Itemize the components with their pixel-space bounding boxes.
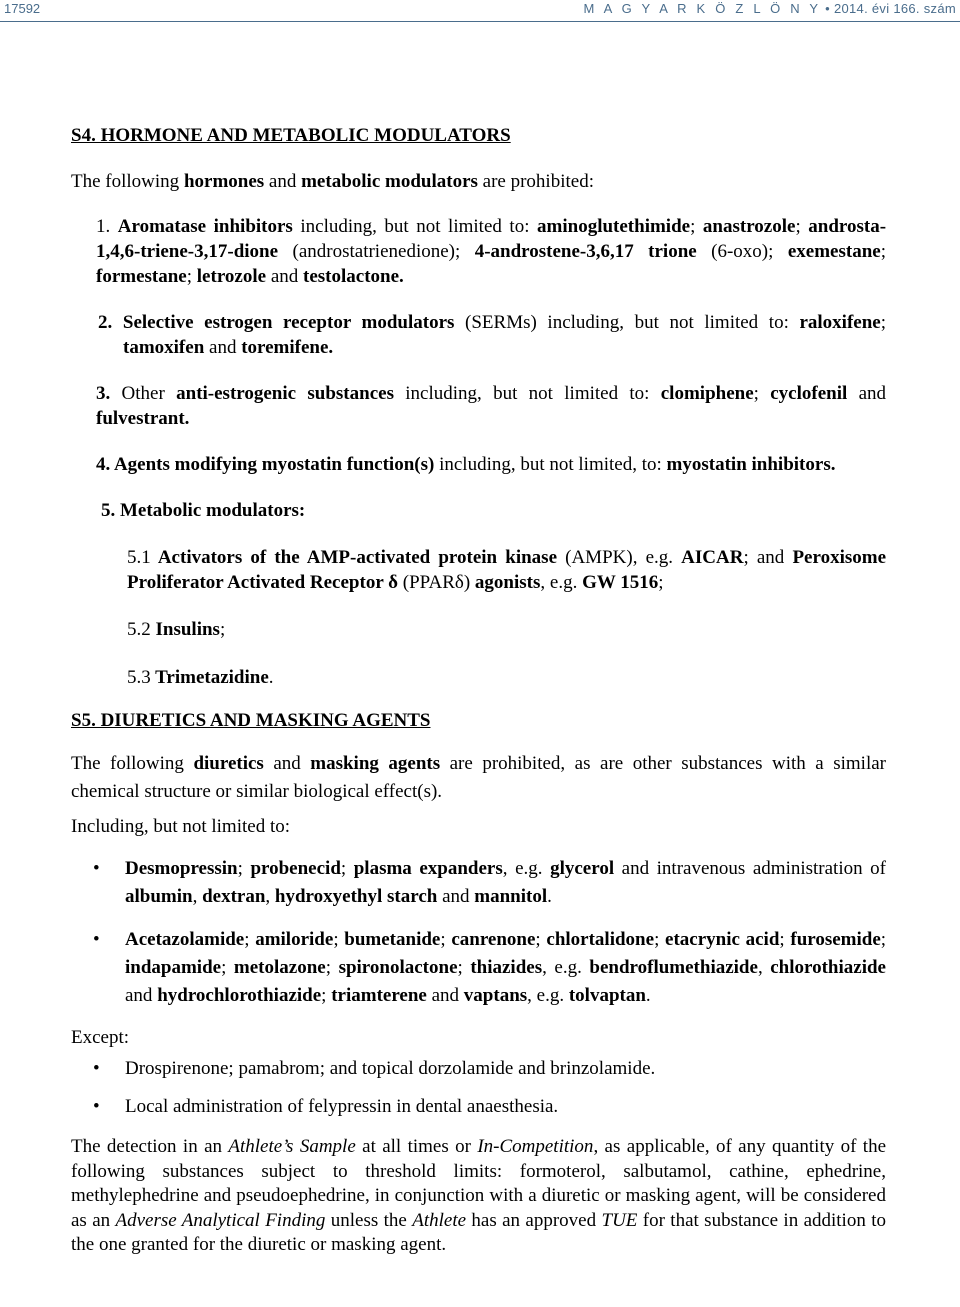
journal-title [583, 1, 956, 16]
bullet-icon: • [93, 1096, 100, 1117]
s4-item-3: 3. Other anti-estrogenic substances including, but not limited to: clomiphene; cyclofenil and fulvestrant. [96, 383, 887, 429]
s5-including: Including, but not limited to: [71, 816, 291, 837]
s4-item-1: 1. Aromatase inhibitors including, but not limited to: aminoglutethimide; anastrozole; androsta-1,4,6-triene-3,17-dione (androstatrienedione); 4-androstene-3,6,17 trione (6-oxo); exemestane; formestane; letrozole and testolactone. [96, 216, 887, 287]
document-body [71, 123, 886, 1258]
bullet-icon: • [93, 858, 100, 879]
s4-item-5-1: 5.1 Activators of the AMP-activated protein kinase (AMPK), e.g. AICAR; and Peroxisome Proliferator Activated Receptor δ (PPARδ) agonists, e.g. GW 1516; [127, 547, 886, 593]
header-rule [0, 21, 960, 22]
s4-item-2: 2. Selective estrogen receptor modulators (SERMs) including, but not limited to: raloxifene; tamoxifen and toremifene. [98, 312, 887, 358]
s4-item-4: 4. Agents modifying myostatin function(s) including, but not limited, to: myostatin inhibitors. [96, 454, 836, 475]
s5-intro: The following diuretics and masking agents are prohibited, as are other substances with a similar chemical structure or similar biological effect(s). [71, 753, 886, 802]
page-number: 17592 [4, 1, 41, 16]
s4-item-5-2: 5.2 Insulins; [127, 619, 226, 640]
s5-bullet-1: • Desmopressin; probenecid; plasma expanders, e.g. glycerol and intravenous administration of albumin, dextran, hydroxyethyl starch and mannitol. [71, 855, 886, 911]
page-header [0, 0, 960, 22]
s5-bullet-2: • Acetazolamide; amiloride; bumetanide; canrenone; chlortalidone; etacrynic acid; furosemide; indapamide; metolazone; spironolactone; thiazides, e.g. bendroflumethiazide, chlorothiazide and hydrochlorothiazide; triamterene and vaptans, e.g. tolvaptan. [71, 926, 886, 1010]
s5-except-label: Except: [71, 1027, 130, 1048]
bullet-icon: • [93, 929, 100, 950]
issue-label: 2014. évi 166. szám [833, 1, 956, 16]
s5-threshold-paragraph: The detection in an Athlete’s Sample at all times or In-Competition, as applicable, of any quantity of the following substances subject to threshold limits: formoterol, salbutamol, cathine, ephedrine, methylephedrine and pseudoephedrine, in conjunction with a diuretic or masking agent, will be considered as an Adverse Analytical Finding unless the Athlete has an approved TUE for that substance in addition to the one granted for the diuretic or masking agent. [71, 1136, 887, 1256]
journal-name: M A G Y A R K Ö Z L Ö N Y [583, 1, 822, 16]
s4-item-5-3: 5.3 Trimetazidine. [127, 667, 274, 688]
s5-except-item-2: • Local administration of felypressin in dental anaesthesia. [93, 1096, 559, 1117]
header-separator: • [825, 1, 831, 16]
bullet-icon: • [93, 1058, 100, 1079]
s5-except-item-1: • Drospirenone; pamabrom; and topical dorzolamide and brinzolamide. [93, 1058, 656, 1079]
section-s4-title: S4. HORMONE AND METABOLIC MODULATORS [71, 125, 511, 146]
s4-intro: The following hormones and metabolic modulators are prohibited: [71, 171, 594, 192]
section-s5-title: S5. DIURETICS AND MASKING AGENTS [71, 710, 431, 731]
s4-item-5: 5. Metabolic modulators: [101, 500, 306, 521]
